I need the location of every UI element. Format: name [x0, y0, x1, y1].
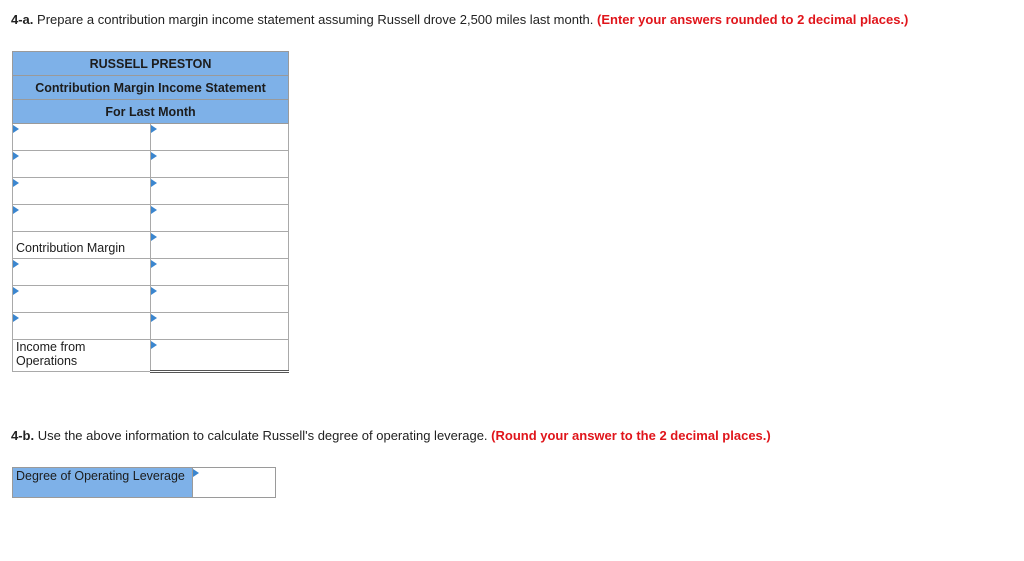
- question-4b: [11, 428, 771, 444]
- dropdown-arrow-icon: [13, 179, 19, 187]
- dropdown-arrow-icon: [13, 260, 19, 268]
- question-text: Use the above information to calculate Russell's degree of operating leverage.: [34, 428, 492, 443]
- statement-row: [13, 259, 289, 286]
- row-value-input[interactable]: [151, 259, 289, 286]
- amount-field[interactable]: [151, 340, 288, 370]
- question-instruction: (Enter your answers rounded to 2 decimal places.): [597, 12, 909, 27]
- statement-company: RUSSELL PRESTON: [13, 52, 289, 76]
- statement-row: [13, 124, 289, 151]
- statement-period: For Last Month: [13, 100, 289, 124]
- statement-row: [13, 205, 289, 232]
- dol-field[interactable]: [193, 468, 275, 497]
- amount-field[interactable]: [151, 151, 288, 177]
- statement-row-contribution-margin: [13, 232, 289, 259]
- operating-leverage-table: [12, 467, 276, 498]
- row-label-dropdown[interactable]: [13, 259, 151, 286]
- row-label-dropdown[interactable]: [13, 286, 151, 313]
- row-value-input[interactable]: [151, 205, 289, 232]
- statement-row: [13, 313, 289, 340]
- question-number: 4-b.: [11, 428, 35, 443]
- dropdown-arrow-icon: [13, 314, 19, 322]
- statement-row-income-from-operations: [13, 340, 289, 372]
- row-value-input[interactable]: [151, 178, 289, 205]
- row-value-input[interactable]: [151, 151, 289, 178]
- row-label-dropdown[interactable]: [13, 151, 151, 178]
- row-label-dropdown[interactable]: [13, 178, 151, 205]
- dropdown-arrow-icon: [13, 125, 19, 133]
- row-value-input[interactable]: [151, 340, 289, 372]
- question-number: 4-a.: [11, 12, 34, 27]
- row-label-dropdown[interactable]: [13, 124, 151, 151]
- amount-field[interactable]: [151, 178, 288, 204]
- dropdown-arrow-icon: [13, 152, 19, 160]
- row-label-dropdown[interactable]: [13, 205, 151, 232]
- question-text: Prepare a contribution margin income statement assuming Russell drove 2,500 miles last month.: [33, 12, 598, 27]
- row-value-input[interactable]: [151, 313, 289, 340]
- row-value-input[interactable]: [151, 124, 289, 151]
- dropdown-arrow-icon: [13, 287, 19, 295]
- amount-field[interactable]: [151, 205, 288, 231]
- statement-row: [13, 286, 289, 313]
- row-label-dropdown[interactable]: [13, 313, 151, 340]
- dropdown-arrow-icon: [13, 206, 19, 214]
- amount-field[interactable]: [151, 313, 288, 339]
- amount-field[interactable]: [151, 286, 288, 312]
- amount-field[interactable]: [151, 259, 288, 285]
- question-4a: [11, 12, 908, 28]
- statement-row: [13, 178, 289, 205]
- dol-label: Degree of Operating Leverage: [13, 468, 193, 498]
- dol-value-input[interactable]: [193, 468, 276, 498]
- statement-row: [13, 151, 289, 178]
- row-value-input[interactable]: [151, 286, 289, 313]
- amount-field[interactable]: [151, 232, 288, 258]
- row-label: Contribution Margin: [13, 232, 151, 259]
- row-value-input[interactable]: [151, 232, 289, 259]
- row-label: Income from Operations: [13, 340, 151, 372]
- income-statement-table: [12, 51, 289, 373]
- amount-field[interactable]: [151, 124, 288, 150]
- question-instruction: (Round your answer to the 2 decimal places.): [491, 428, 771, 443]
- statement-title: Contribution Margin Income Statement: [13, 76, 289, 100]
